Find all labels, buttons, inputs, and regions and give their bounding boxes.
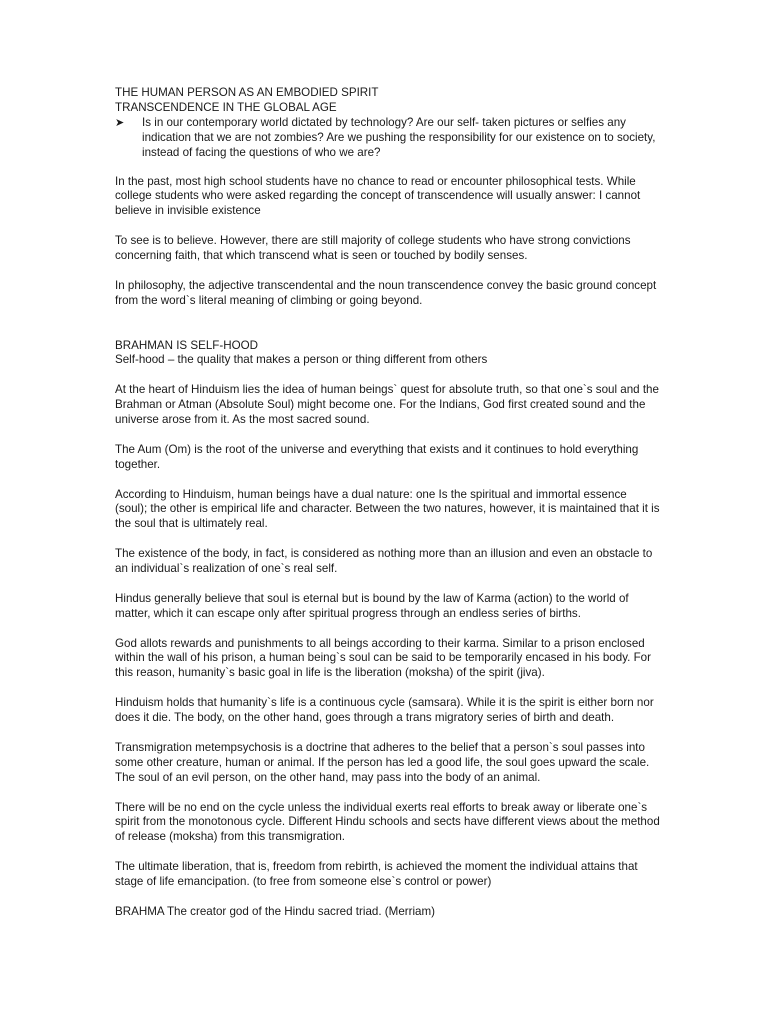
paragraph: BRAHMA The creator god of the Hindu sacred triad. (Merriam) — [115, 904, 436, 918]
paragraph: In philosophy, the adjective transcendental and the noun transcendence convey the basic ground concept from the word`s literal meaning of climbing or going beyond. — [115, 278, 657, 307]
section-gap — [115, 324, 660, 339]
paragraph: God allots rewards and punishments to all beings according to their karma. Similar to a prison enclosed within the wall of his prison, a human being`s soul can be said to be temporarily encased in his body. For this reason, humanity`s basic goal in life is the liberation (moksha) of the spirit (jiva). — [115, 636, 651, 680]
paragraph: The existence of the body, in fact, is considered as nothing more than an illusion and even an obstacle to an individual`s realization of one`s real self. — [115, 547, 653, 576]
paragraph: According to Hinduism, human beings have a dual nature: one Is the spiritual and immortal essence (soul); the other is empirical life and character. Between the two natures, however, it is maintained that it is the soul that is ultimately real. — [115, 487, 660, 531]
document-title: THE HUMAN PERSON AS AN EMBODIED SPIRIT — [115, 86, 379, 99]
section-heading: BRAHMAN IS SELF-HOOD — [115, 338, 259, 352]
paragraph: Hinduism holds that humanity`s life is a continuous cycle (samsara). While it is the spirit is either born nor does it die. The body, on the other hand, goes through a trans migratory series of birth and death. — [115, 696, 654, 725]
bullet-item — [115, 116, 660, 161]
paragraph: At the heart of Hinduism lies the idea of human beings` quest for absolute truth, so that one`s soul and the Brahman or Atman (Absolute Soul) might become one. For the Indians, God first created sound and the universe arose from it. As the most sacred sound. — [115, 383, 659, 427]
paragraph: The Aum (Om) is the root of the universe and everything that exists and it continues to hold everything together. — [115, 442, 639, 471]
paragraph: Transmigration metempsychosis is a doctrine that adheres to the belief that a person`s soul passes into some other creature, human or animal. If the person has led a good life, the soul goes upward the scale. The soul of an evil person, on the other hand, may pass into the body of an animal. — [115, 740, 650, 784]
bullet-text: Is in our contemporary world dictated by technology? Are our self- taken pictures or selfies any indication that we are not zombies? Are we pushing the responsibility for our existence on to society, instead of facing the questions of who we are? — [142, 115, 656, 159]
paragraph: In the past, most high school students have no chance to read or encounter philosophical tests. While college students who were asked regarding the concept of transcendence will usually answer: I cannot believe in invisible existence — [115, 174, 641, 218]
section-definition: Self-hood – the quality that makes a person or thing different from others — [115, 353, 488, 367]
arrow-bullet-icon: ➤ — [115, 116, 125, 129]
paragraph: Hindus generally believe that soul is eternal but is bound by the law of Karma (action) to the world of matter, which it can escape only after spiritual progress through an endless series of births. — [115, 591, 629, 620]
paragraph: There will be no end on the cycle unless the individual exerts real efforts to break away or liberate one`s spirit from the monotonous cycle. Different Hindu schools and sects have different views about the method of release (moksha) from this transmigration. — [115, 800, 660, 844]
document-subtitle: TRANSCENDENCE IN THE GLOBAL AGE — [115, 100, 337, 114]
paragraph: To see is to believe. However, there are still majority of college students who have strong convictions concerning faith, that which transcend what is seen or touched by bodily senses. — [115, 234, 631, 263]
paragraph: The ultimate liberation, that is, freedom from rebirth, is achieved the moment the individual attains that stage of life emancipation. (to free from someone else`s control or power) — [115, 860, 638, 889]
